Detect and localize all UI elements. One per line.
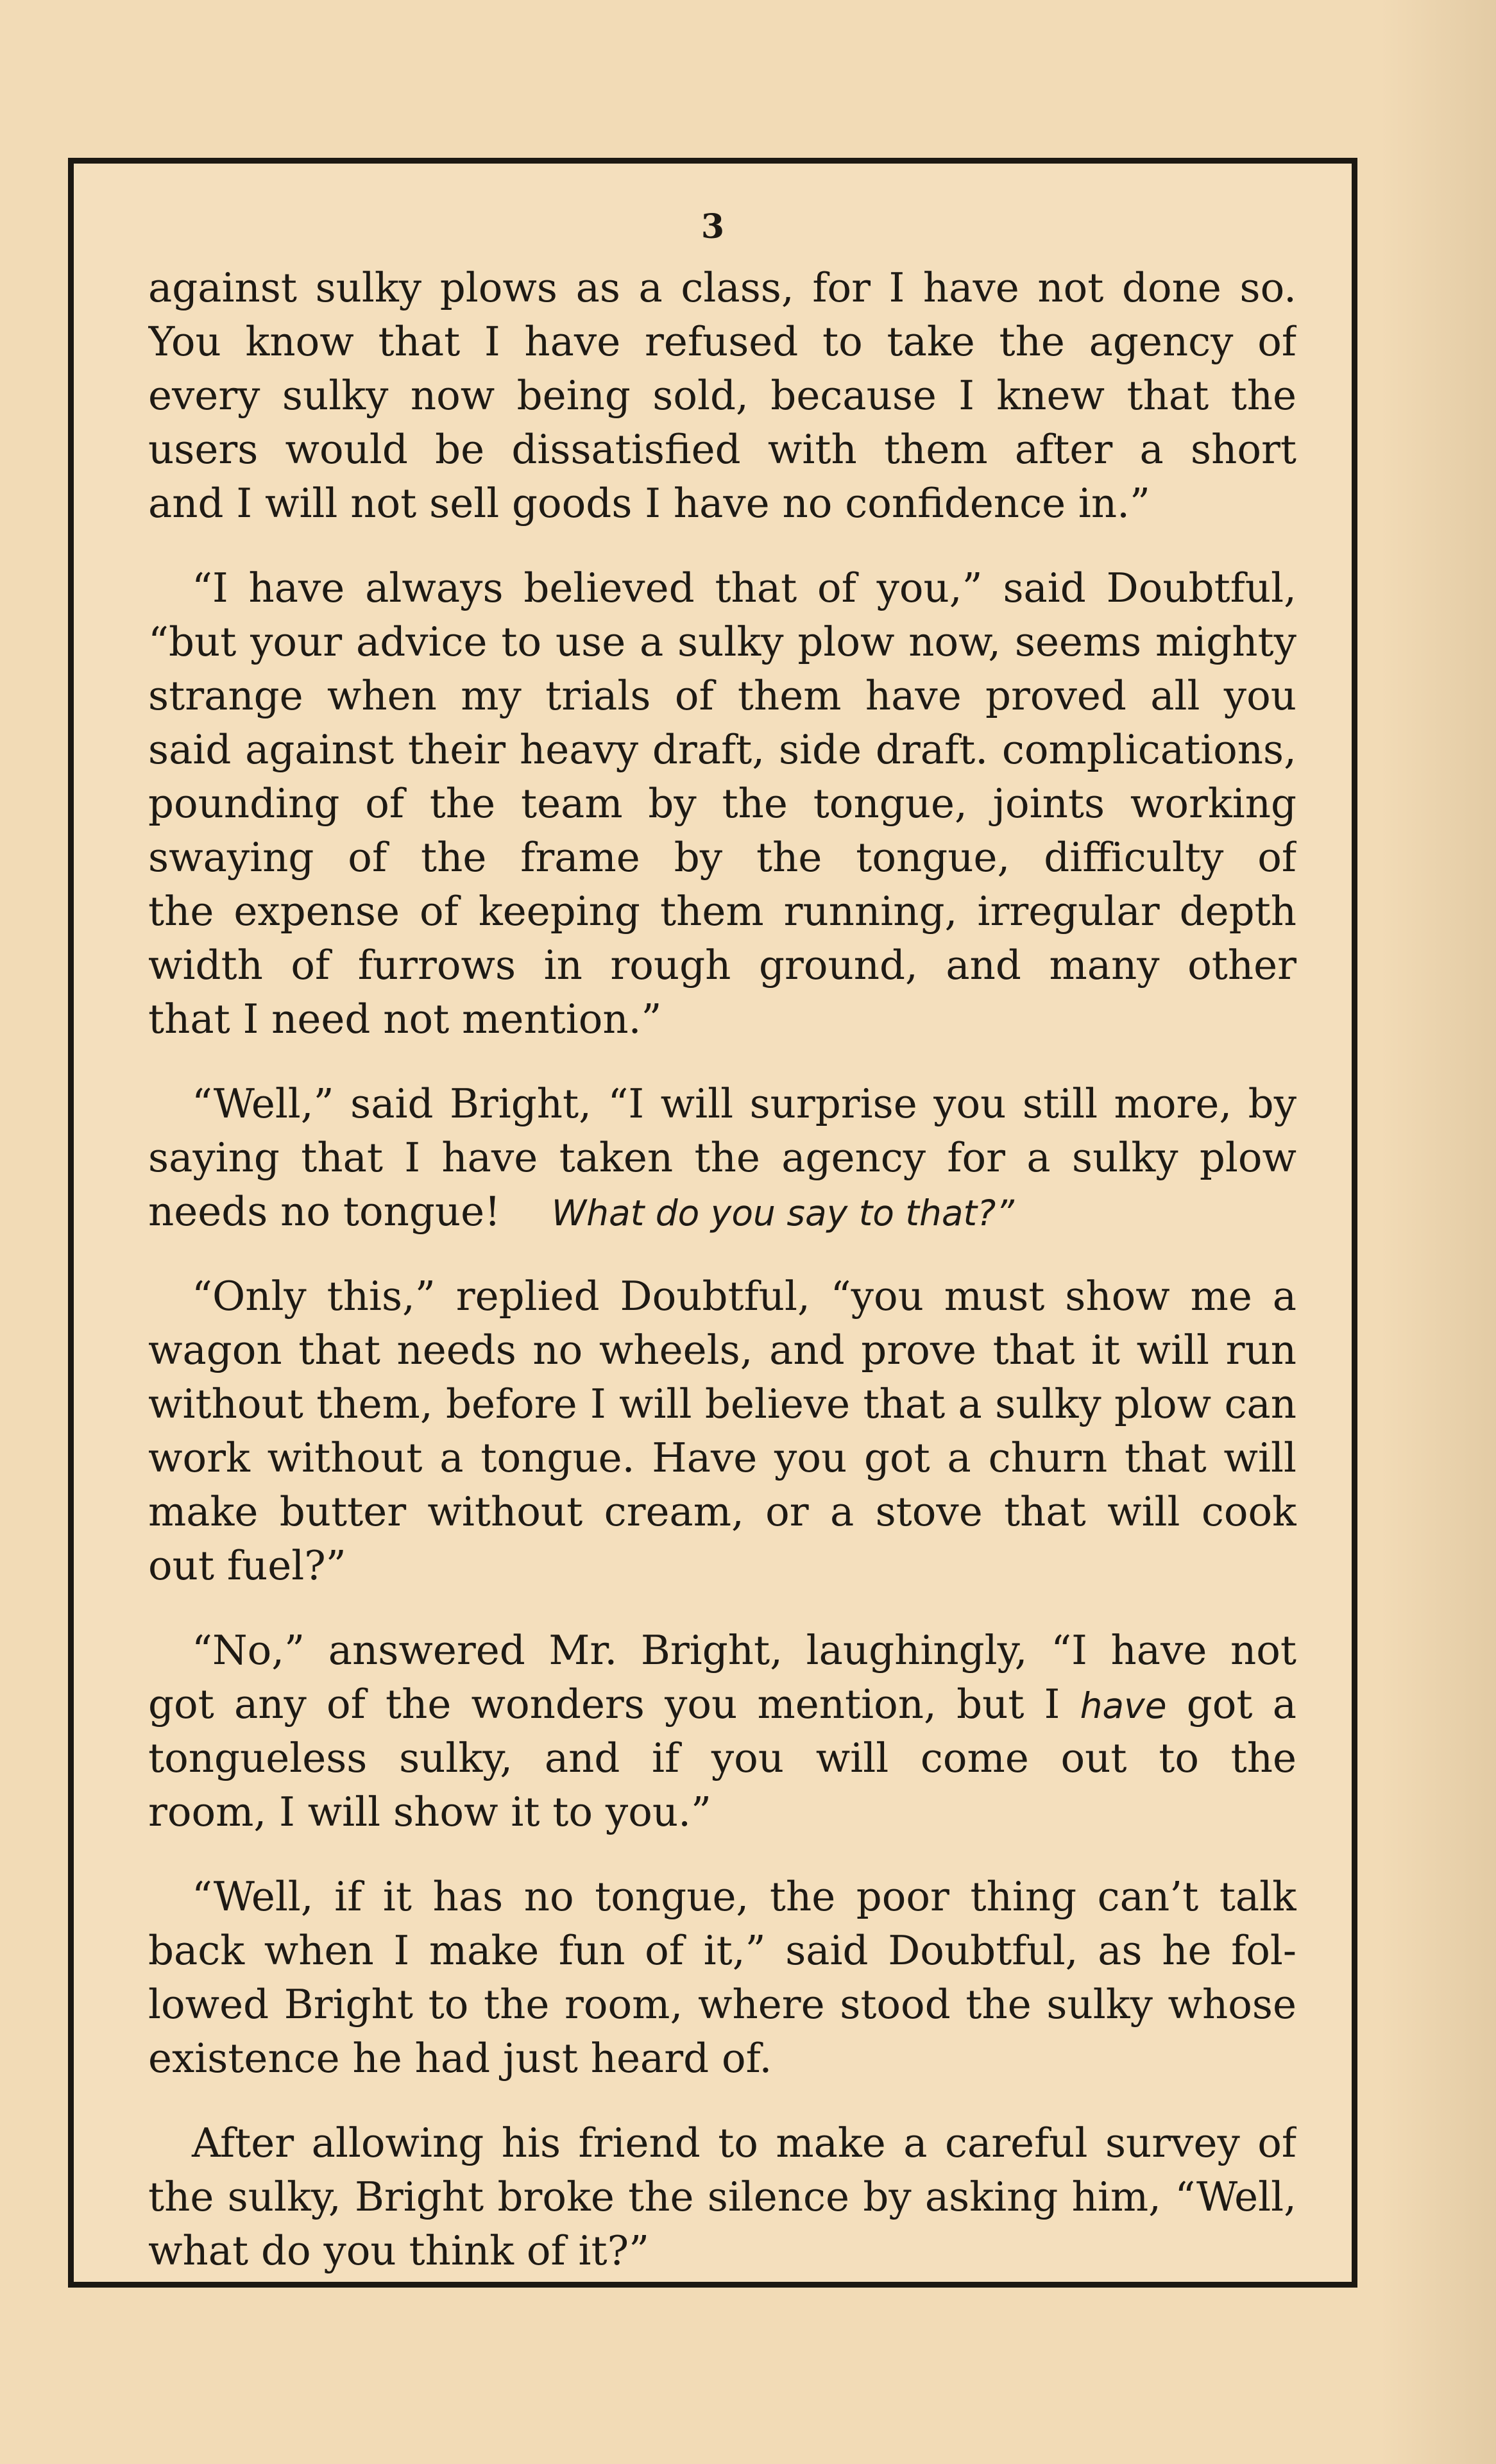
text-line: users would be dissatisfied with them after a short bbox=[148, 426, 1296, 473]
text-line bbox=[148, 1678, 1296, 1731]
text-line: “but your advice to use a sulky plow now, seems mighty bbox=[148, 618, 1296, 665]
text-line: that I need not mention.” bbox=[148, 996, 662, 1042]
paragraph-3 bbox=[148, 1077, 1296, 1239]
text-line: and I will not sell goods I have no confidence in.” bbox=[148, 480, 1150, 527]
emphasized-question: What do you say to that?” bbox=[551, 1193, 1014, 1234]
text-line: existence he had just heard of. bbox=[148, 2035, 772, 2082]
text-line: make butter without cream, or a stove that will cook bbox=[148, 1488, 1296, 1535]
emphasized-word: have bbox=[1080, 1685, 1167, 1726]
text-segment: got a bbox=[1186, 1681, 1296, 1728]
text-line: room, I will show it to you.” bbox=[148, 1789, 711, 1835]
page-border-frame bbox=[68, 158, 1357, 2288]
text-line: After allowing his friend to make a careful survey of bbox=[192, 2120, 1296, 2166]
body-text bbox=[148, 261, 1296, 2278]
text-line: strange when my trials of them have proved all you bbox=[148, 672, 1296, 719]
text-line: “Well, if it has no tongue, the poor thing can’t talk bbox=[192, 1873, 1296, 1920]
text-line: saying that I have taken the agency for a sulky plow bbox=[148, 1134, 1296, 1181]
paragraph-1 bbox=[148, 261, 1296, 531]
text-line: wagon that needs no wheels, and prove that it will run bbox=[148, 1327, 1296, 1373]
text-segment: got any of the wonders you mention, but I bbox=[148, 1681, 1060, 1728]
text-line: the sulky, Bright broke the silence by asking him, “Well, bbox=[148, 2173, 1296, 2220]
text-line-prefix: needs no tongue! bbox=[148, 1188, 501, 1235]
text-line: lowed Bright to the room, where stood the sulky whose bbox=[148, 1981, 1296, 2028]
paragraph-5 bbox=[148, 1624, 1296, 1839]
text-line: said against their heavy draft, side draft. complications, bbox=[148, 726, 1296, 773]
text-line: out fuel?” bbox=[148, 1542, 346, 1589]
text-line: You know that I have refused to take the agency of bbox=[148, 318, 1296, 365]
text-line: “I have always believed that of you,” said Doubtful, bbox=[192, 565, 1296, 611]
paper-edge-shading bbox=[1381, 0, 1496, 2464]
paragraph-4 bbox=[148, 1270, 1296, 1593]
page-number: 3 bbox=[701, 207, 725, 246]
text-line: pounding of the team by the tongue, joints working bbox=[148, 780, 1296, 827]
text-line: width of furrows in rough ground, and many other bbox=[148, 942, 1296, 989]
text-line bbox=[148, 1185, 1296, 1239]
text-line: tongueless sulky, and if you will come out to the bbox=[148, 1735, 1296, 1781]
text-line: without them, before I will believe that a sulky plow can bbox=[148, 1381, 1296, 1427]
text-line: against sulky plows as a class, for I have not done so. bbox=[148, 264, 1296, 311]
text-line: work without a tongue. Have you got a churn that will bbox=[148, 1434, 1296, 1481]
text-line: “No,” answered Mr. Bright, laughingly, “I have not bbox=[192, 1627, 1296, 1674]
text-line: “Well,” said Bright, “I will surprise you still more, by bbox=[192, 1080, 1296, 1127]
text-line: “Only this,” replied Doubtful, “you must show me a bbox=[192, 1273, 1296, 1320]
paragraph-6 bbox=[148, 1870, 1296, 2086]
paragraph-7 bbox=[148, 2116, 1296, 2278]
text-line: every sulky now being sold, because I knew that the bbox=[148, 372, 1296, 419]
text-line: swaying of the frame by the tongue, difficulty of bbox=[148, 834, 1296, 881]
paragraph-2 bbox=[148, 561, 1296, 1046]
text-line: what do you think of it?” bbox=[148, 2227, 650, 2274]
text-line: back when I make fun of it,” said Doubtful, as he fol- bbox=[148, 1927, 1296, 1974]
text-line: the expense of keeping them running, irregular depth bbox=[148, 888, 1296, 935]
